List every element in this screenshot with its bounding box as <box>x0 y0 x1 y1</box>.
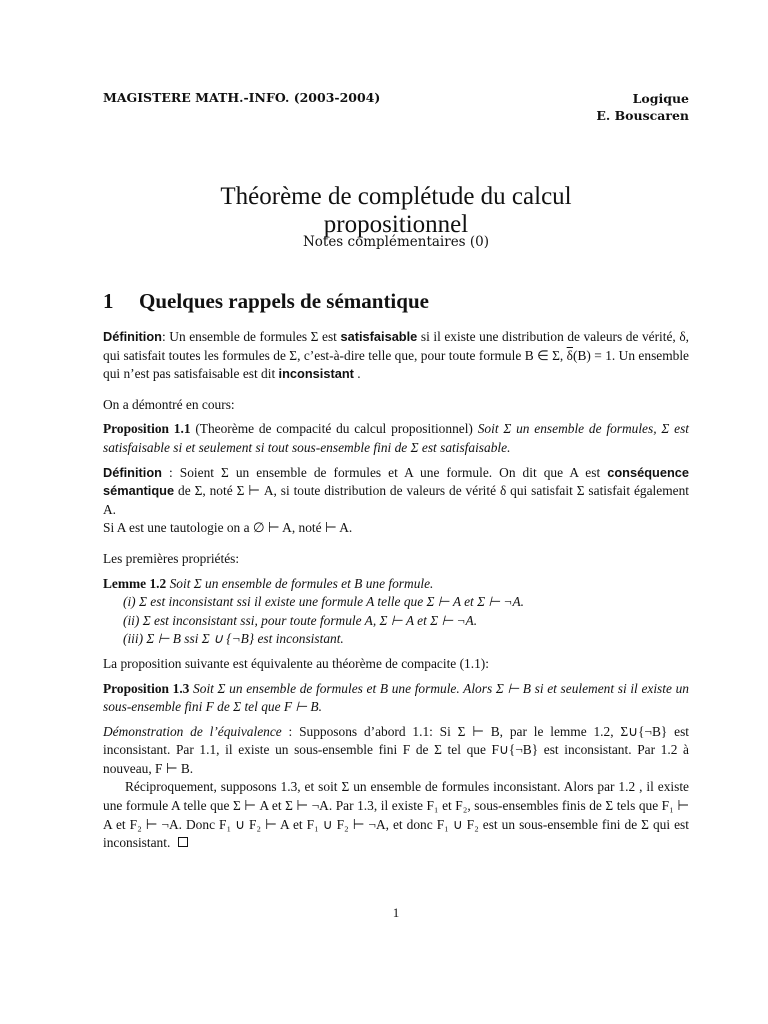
demonstration-paragraph-2: Réciproquement, supposons 1.3, et soit Σ un ensemble de formules inconsistant. Alors par 1.2 , il existe une formule A telle que Σ ⊢ A et Σ ⊢ ¬A. Par 1.3, il existe F₁ et F₂, sous-ensembles finis de Σ tels que F₁ ⊢ A et F₂ ⊢ ¬A. Donc F₁ ∪ F₂ ⊢ A et F₁ ∪ F₂ ⊢ ¬A, et donc F₁ ∪ F₂ est un sous-ensemble fini de Σ qui est inconsistant. <box>103 779 689 851</box>
demonstration-label: Démonstration de l’équivalence <box>103 723 282 739</box>
course-title: MAGISTERE MATH.-INFO. (2003-2004) <box>103 90 381 105</box>
demonstration-paragraph-1: Démonstration de l’équivalence : Supposons d’abord 1.1: Si Σ ⊢ B, par le lemme 1.2, Σ∪{¬B} est inconsistant. Par 1.1, il existe un sous-ensemble fini F de Σ tel que F∪{¬B} est inconsistant. Par 1.2 à nouveau, F ⊢ B. <box>103 723 689 776</box>
paragraph-cours: On a démontré en cours: <box>103 396 235 412</box>
document-title <box>103 183 689 239</box>
page-number: 1 <box>392 905 400 920</box>
proposition-label: Proposition 1.1 <box>103 421 191 437</box>
definition-label: Définition <box>103 329 162 344</box>
section-number: 1 <box>103 289 114 313</box>
definition-consequence: Définition : Soient Σ un ensemble de formules et A une formule. On dit que A est conséquence sémantique de Σ, noté Σ ⊢ A, si toute distribution de valeurs de vérité δ qui satisfait Σ satisfait également A. <box>103 464 689 517</box>
proposition-1-3: Proposition 1.3 Soit Σ un ensemble de formules et B une formule. Alors Σ ⊢ B si et seulement si il existe un sous-ensemble fini F de Σ tel que F ⊢ B. <box>103 680 689 715</box>
lemme-1-2: Lemme 1.2 Soit Σ un ensemble de formules et B une formule. <box>103 575 434 591</box>
definition-satisfaisable: Définition: Un ensemble de formules Σ est satisfaisable si il existe une distribution de valeurs de vérité, δ, qui satisfait toutes les formules de Σ, c’est-à-dire telle que, pour toute formule B ∈ Σ, $\overline{\delta}(B) = 1$. Un ensemble qui n’est pas satisfaisable est dit inconsistant . <box>103 329 689 382</box>
title-line-1: Théorème de complétude du calcul <box>220 183 572 210</box>
document-body <box>103 328 689 853</box>
paragraph-proprietes: Les premières propriétés: <box>103 550 240 566</box>
subject-label: Logique <box>632 91 689 106</box>
section-title: Quelques rappels de sémantique <box>139 289 429 313</box>
qed-square-icon <box>178 837 188 847</box>
lemme-label: Lemme 1.2 <box>103 575 167 591</box>
document-subtitle: Notes complémentaires (0) <box>302 234 490 250</box>
definition-label: Définition <box>103 464 162 480</box>
lemme-item: (ii) Σ est inconsistant ssi, pour toute formule A, Σ ⊢ A et Σ ⊢ ¬A. <box>123 612 478 628</box>
course-info <box>596 90 689 124</box>
term-consequence-semantique: conséquence sémantique <box>103 464 689 499</box>
proposition-1-1: Proposition 1.1 (Theorème de compacité du calcul propositionnel) Soit Σ un ensemble de formules, Σ est satisfaisable si et seulement si tout sous-ensemble fini de Σ est satisfaisable. <box>103 421 689 455</box>
author-name: E. Bouscaren <box>596 108 689 123</box>
lemme-item: (i) Σ est inconsistant ssi il existe une formule A telle que Σ ⊢ A et Σ ⊢ ¬A. <box>123 594 524 610</box>
title-line-2: propositionnel <box>323 211 469 238</box>
section-heading <box>103 289 429 314</box>
proposition-label: Proposition 1.3 <box>103 680 190 696</box>
term-inconsistant: inconsistant <box>278 366 354 382</box>
paragraph-equivalence: La proposition suivante est équivalente au théorème de compacite (1.1): <box>103 655 489 671</box>
tautology-note: Si A est une tautologie on a ∅ ⊢ A, noté ⊢ A. <box>103 520 353 536</box>
lemme-item: (iii) Σ ⊢ B ssi Σ ∪ {¬B} est inconsistant. <box>123 631 344 647</box>
term-satisfaisable: satisfaisable <box>340 329 418 344</box>
